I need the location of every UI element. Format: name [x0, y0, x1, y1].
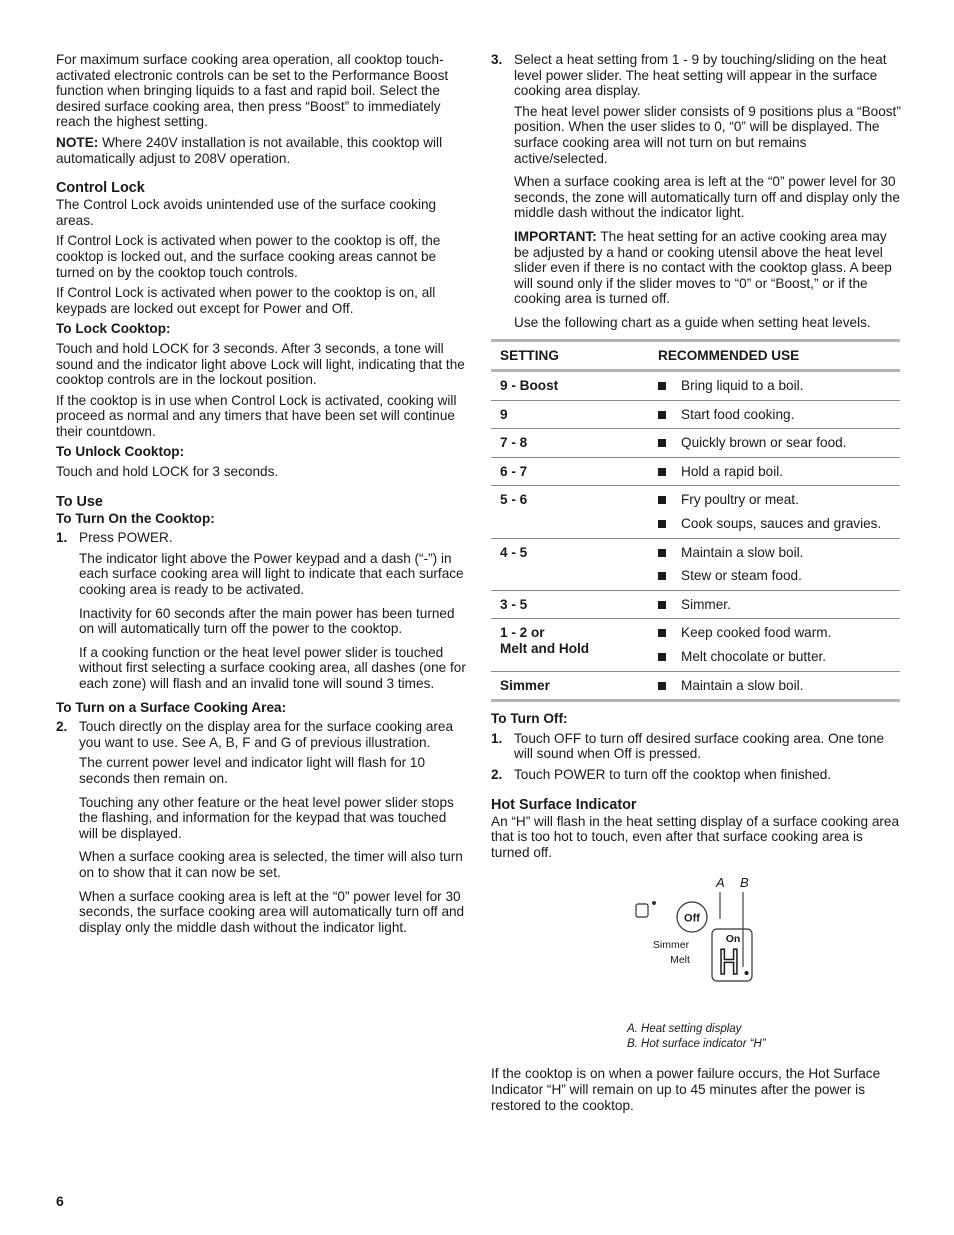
- setting-cell: 6 - 7: [491, 457, 649, 486]
- step-3: [491, 52, 901, 99]
- melt-label: Melt: [670, 954, 690, 967]
- step-2-number: 2.: [56, 719, 68, 735]
- note-text: Where 240V installation is not available, this cooktop will automatically adjust to 208V operation.: [56, 134, 443, 166]
- list-item: [658, 407, 900, 423]
- figure-caption: [491, 1022, 901, 1052]
- control-lock-heading: Control Lock: [56, 180, 145, 197]
- table-header-row: [491, 340, 900, 371]
- step-2-p2: Touching any other feature or the heat level power slider stops the flashing, and information for the keypad that was touched will be displayed.: [79, 794, 454, 841]
- list-item: [658, 464, 900, 480]
- use-text: Fry poultry or meat.: [681, 492, 799, 508]
- use-cell: [649, 619, 900, 671]
- table-row: [491, 590, 900, 619]
- use-cell: [649, 486, 900, 538]
- caption-b: B. Hot surface indicator “H”: [627, 1038, 766, 1051]
- intro-paragraph: For maximum surface cooking area operation, all cooktop touch-activated electronic controls can be set to the Performance Boost function when bringing liquids to a fast and rapid boil. Select the desired surface cooking area, then press “Boost” to immediately reach the highest setting.: [56, 52, 449, 130]
- table-row: [491, 671, 900, 701]
- turn-on-cooktop-heading: To Turn On the Cooktop:: [56, 510, 215, 526]
- table-row: [491, 371, 900, 401]
- use-cell: [649, 457, 900, 486]
- display-dot-icon: [745, 971, 749, 975]
- step-1-p3: If a cooking function or the heat level power slider is touched without first selecting a surface cooking area, all dashes (one for each zone) will flash and an invalid tone will sound 3 times.: [79, 644, 466, 691]
- control-lock-p1: The Control Lock avoids unintended use of the surface cooking areas.: [56, 197, 437, 228]
- use-text: Maintain a slow boil.: [681, 677, 804, 693]
- heat-setting-display-h: H: [718, 943, 740, 984]
- table-row: [491, 457, 900, 486]
- use-cell: [649, 538, 900, 590]
- turn-off-step-2-number: 2.: [491, 767, 503, 782]
- list-item: [658, 492, 900, 508]
- turn-off-step-1-number: 1.: [491, 730, 503, 746]
- use-text: Maintain a slow boil.: [681, 544, 804, 560]
- setting-cell: 5 - 6: [491, 486, 649, 538]
- note-label: NOTE:: [56, 134, 99, 150]
- table-row: [491, 486, 900, 538]
- important-paragraph: [514, 229, 901, 307]
- step-2-details: [56, 755, 466, 935]
- to-use-heading: To Use: [56, 493, 103, 510]
- turn-off-step-2-text: Touch POWER to turn off the cooktop when finished.: [514, 767, 832, 782]
- turn-off-step-2: [491, 767, 901, 783]
- off-button-label: Off: [684, 912, 700, 925]
- control-lock-p3: If Control Lock is activated when power to the cooktop is on, all keypads are locked out except for Power and Off.: [56, 285, 436, 316]
- step-2-text: Touch directly on the display area for the surface cooking area you want to use. See A, B, F and G of previous illustration.: [79, 719, 454, 750]
- square-bullet-icon: [658, 411, 666, 419]
- list-item: [658, 545, 900, 561]
- setting-cell: 9 - Boost: [500, 378, 559, 394]
- list-item: [658, 435, 900, 451]
- square-bullet-icon: [658, 653, 666, 661]
- step-1-p1: The indicator light above the Power keypad and a dash (“-”) in each surface cooking area will light to indicate that each surface cooking area is ready to be activated.: [79, 550, 464, 598]
- turn-off-step-1: [491, 731, 901, 762]
- list-item: [658, 625, 900, 641]
- simmer-label: Simmer: [652, 939, 690, 952]
- hot-surface-heading: Hot Surface Indicator: [491, 796, 637, 813]
- step-3-details: [491, 104, 901, 331]
- square-bullet-icon: [658, 496, 666, 504]
- square-bullet-icon: [658, 520, 666, 528]
- on-indicator-label: On: [725, 933, 741, 946]
- column-header-recommended-use: RECOMMENDED USE: [649, 340, 900, 371]
- step-1-details: [56, 551, 466, 692]
- square-bullet-icon: [658, 629, 666, 637]
- table-row: [491, 619, 900, 671]
- heat-settings-table: [491, 339, 900, 703]
- caption-a: A. Heat setting display: [627, 1023, 742, 1036]
- step-1: [56, 530, 466, 546]
- use-text: Simmer.: [681, 596, 731, 612]
- table-row: [491, 400, 900, 429]
- square-bullet-icon: [658, 468, 666, 476]
- hot-surface-figure: [491, 872, 901, 1022]
- use-cell: [649, 429, 900, 458]
- turn-off-step-1-text: Touch OFF to turn off desired surface cooking area. One tone will sound when Off is pressed.: [514, 730, 885, 762]
- step-3-p2: When a surface cooking area is left at the “0” power level for 30 seconds, the zone will automatically turn off and display only the middle dash without the indicator light.: [514, 174, 900, 221]
- use-text: Melt chocolate or butter.: [681, 649, 827, 665]
- step-3-p1: The heat level power slider consists of 9 positions plus a “Boost” position. When the user slides to 0, “0” will be displayed. The surface cooking area will not turn on but remains active/selected.: [514, 103, 901, 166]
- use-cell: [649, 671, 900, 701]
- turn-off-heading: To Turn Off:: [491, 711, 568, 727]
- use-text: Bring liquid to a boil.: [681, 378, 804, 394]
- square-bullet-icon: [658, 382, 666, 390]
- lock-cooktop-p2: If the cooktop is in use when Control Lock is activated, cooking will proceed as normal and any timers that have been set will continue their countdown.: [56, 392, 457, 439]
- step-1-text: Press POWER.: [79, 530, 173, 546]
- lock-cooktop-heading: To Lock Cooktop:: [56, 321, 171, 337]
- use-text: Quickly brown or sear food.: [681, 435, 847, 451]
- step-2-p3: When a surface cooking area is selected, the timer will also turn on to show that it can now be set.: [79, 849, 463, 880]
- square-bullet-icon: [658, 439, 666, 447]
- list-item: [658, 597, 900, 613]
- use-text: Stew or steam food.: [681, 568, 802, 584]
- step-1-p2: Inactivity for 60 seconds after the main power has been turned on will automatically turn off the power to the cooktop.: [79, 605, 455, 637]
- setting-cell: 7 - 8: [491, 429, 649, 458]
- square-bullet-icon: [658, 572, 666, 580]
- callout-a-label: A: [716, 875, 725, 891]
- unlock-cooktop-heading: To Unlock Cooktop:: [56, 444, 185, 460]
- use-cell: [649, 371, 900, 401]
- control-lock-p2: If Control Lock is activated when power to the cooktop is off, the cooktop is locked out, and the surface cooking areas cannot be turned on by the cooktop touch controls.: [56, 233, 441, 280]
- setting-cell: Simmer: [491, 671, 649, 701]
- table-row: [491, 429, 900, 458]
- step-2: [56, 719, 466, 750]
- right-column: [491, 52, 901, 1118]
- hot-surface-p1: An “H” will flash in the heat setting display of a surface cooking area that is too hot to touch, even after that surface cooking area is turned off.: [491, 813, 900, 860]
- unlock-cooktop-p1: Touch and hold LOCK for 3 seconds.: [56, 464, 279, 480]
- square-bullet-icon: [658, 549, 666, 557]
- use-cell: [649, 590, 900, 619]
- list-item: [658, 568, 900, 584]
- setting-cell: 3 - 5: [491, 590, 649, 619]
- list-item: [658, 678, 900, 694]
- setting-line-1: 1 - 2 or: [500, 625, 545, 641]
- use-text: Keep cooked food warm.: [681, 625, 832, 641]
- use-text: Hold a rapid boil.: [681, 463, 784, 479]
- step-1-number: 1.: [56, 530, 68, 546]
- setting-cell: 9: [491, 400, 649, 429]
- use-text: Start food cooking.: [681, 406, 795, 422]
- note-paragraph: [56, 135, 466, 166]
- setting-cell: [491, 619, 649, 671]
- square-bullet-icon: [658, 682, 666, 690]
- hot-surface-p2: If the cooktop is on when a power failure occurs, the Hot Surface Indicator “H” will remain on up to 45 minutes after the power is restored to the cooktop.: [491, 1066, 881, 1113]
- important-text: The heat setting for an active cooking area may be adjusted by a hand or cooking utensil above the heat level slider even if there is no contact with the cooktop glass. A beep will sound only if the slider moves to “0” or “Boost,” or if the cooking area is turned off.: [514, 228, 892, 307]
- callout-b-label: B: [740, 875, 749, 891]
- step-2-p1: The current power level and indicator light will flash for 10 seconds then remain on.: [79, 755, 426, 786]
- lock-cooktop-p1: Touch and hold LOCK for 3 seconds. After 3 seconds, a tone will sound and the indicator light above Lock will light, indicating that the cooktop controls are in the lockout position.: [56, 340, 465, 388]
- page-number: 6: [56, 1193, 64, 1209]
- step-3-number: 3.: [491, 52, 503, 67]
- square-bullet-icon: [658, 601, 666, 609]
- setting-line-2: Melt and Hold: [500, 641, 590, 657]
- use-cell: [649, 400, 900, 429]
- column-header-setting: SETTING: [491, 340, 649, 371]
- table-row: [491, 538, 900, 590]
- cooktop-control-illustration: [491, 872, 901, 1022]
- step-2-p4: When a surface cooking area is left at the “0” power level for 30 seconds, the surface cooking area will automatically turn off and display only the middle dash without the indicator light.: [79, 888, 465, 935]
- lock-indicator-icon: [636, 901, 656, 917]
- list-item: [658, 378, 900, 394]
- turn-on-area-heading: To Turn on a Surface Cooking Area:: [56, 699, 287, 715]
- step-3-p4: Use the following chart as a guide when setting heat levels.: [514, 314, 871, 330]
- setting-cell: 4 - 5: [491, 538, 649, 590]
- list-item: [658, 516, 900, 532]
- use-text: Cook soups, sauces and gravies.: [681, 516, 882, 532]
- step-3-text: Select a heat setting from 1 - 9 by touching/sliding on the heat level power slider. The heat setting will appear in the surface cooking area display.: [514, 52, 887, 99]
- important-label: IMPORTANT:: [514, 228, 597, 244]
- list-item: [658, 649, 900, 665]
- left-column: [56, 52, 466, 943]
